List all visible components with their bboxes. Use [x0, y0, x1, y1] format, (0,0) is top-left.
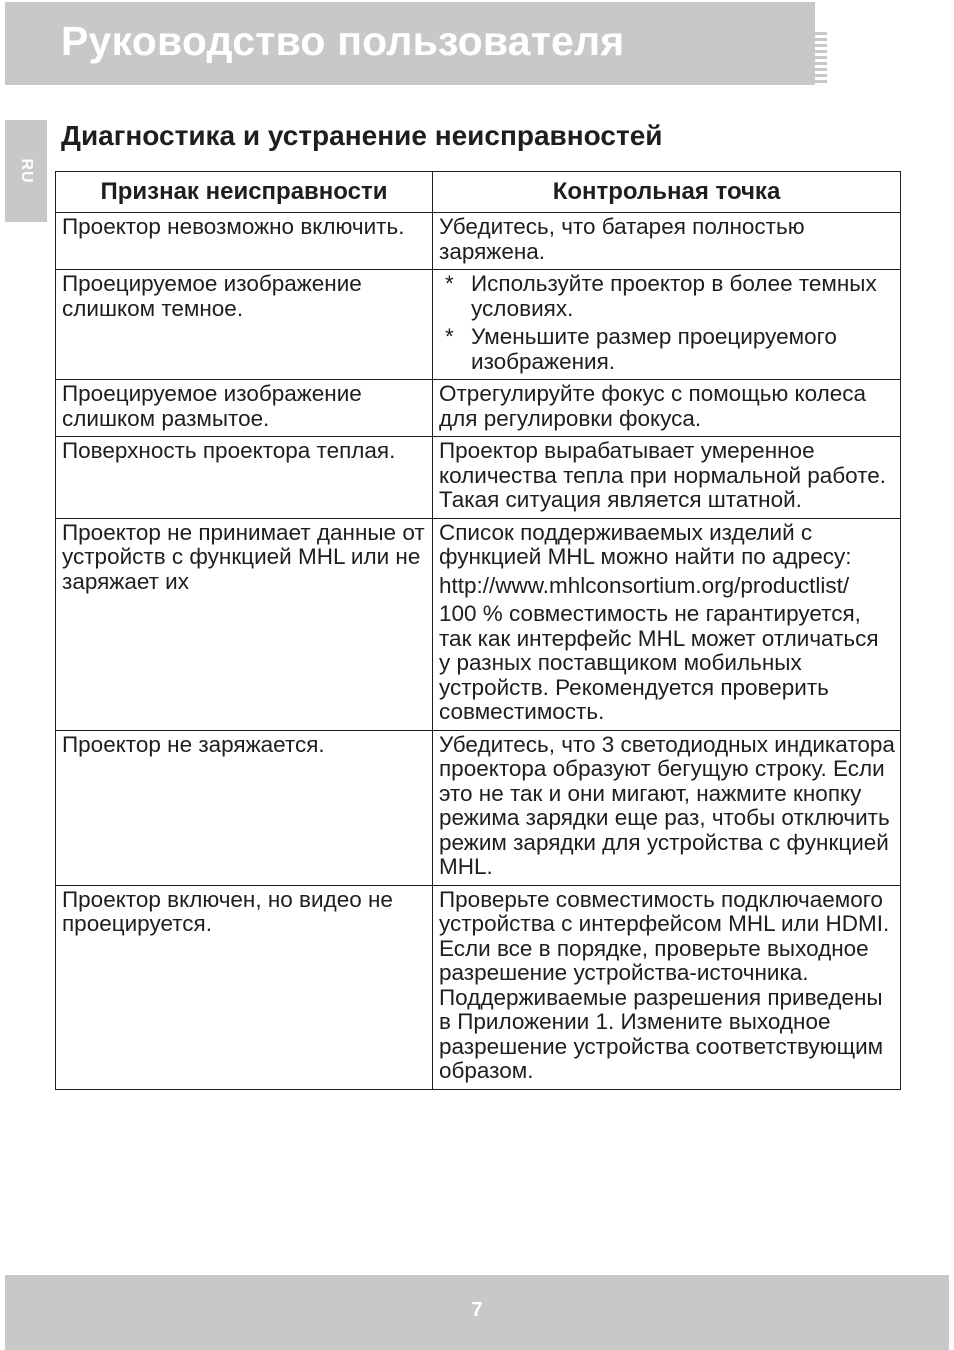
asterisk-bullet-icon: * — [445, 271, 454, 296]
checkpoint-text: Проверьте совместимость подключаемого устройства с интерфейсом MHL или HDMI. Если все в порядке, проверьте выходное разрешение устройства-источника. Поддерживаемые разрешения приведены в Приложении 1. Измените выходное разрешение устройства соответствующим образом. — [439, 886, 890, 1083]
header-band — [5, 2, 815, 85]
checkpoint-cell — [433, 730, 901, 885]
checkpoint-text: Отрегулируйте фокус с помощью колеса для регулировки фокуса. — [439, 381, 867, 431]
language-tab — [5, 120, 47, 222]
symptom-cell: Проектор невозможно включить. — [56, 213, 433, 270]
table-header-row — [56, 172, 901, 213]
checkpoint-cell — [433, 437, 901, 519]
column-header-symptom: Признак неисправности — [56, 172, 433, 213]
symptom-cell: Проектор не заряжается. — [56, 730, 433, 885]
language-label: RU — [18, 158, 35, 184]
manual-title: Руководство пользователя — [61, 18, 625, 64]
bullet-text: Уменьшите размер проецируемого изображения. — [471, 324, 837, 374]
checkpoint-text: 100 % совместимость не гарантируется, так как интерфейс MHL может отличаться у разных поставщиком мобильных устройств. Рекомендуется проверить совместимость. — [439, 601, 879, 724]
symptom-cell: Проецируемое изображение слишком размытое. — [56, 380, 433, 437]
header-band-edge — [815, 32, 827, 85]
checkpoint-text: Убедитесь, что батарея полностью заряжена. — [439, 214, 805, 264]
checkpoint-cell — [433, 270, 901, 380]
column-header-checkpoint: Контрольная точка — [433, 172, 901, 213]
table-row — [56, 730, 901, 885]
symptom-cell: Проектор не принимает данные от устройств с функцией MHL или не заряжает их — [56, 518, 433, 730]
table-row — [56, 518, 901, 730]
troubleshooting-table — [55, 171, 901, 1090]
symptom-cell: Поверхность проектора теплая. — [56, 437, 433, 519]
table-row — [56, 380, 901, 437]
symptom-cell: Проектор включен, но видео не проецируется. — [56, 885, 433, 1089]
checkpoint-text: Список поддерживаемых изделий с функцией MHL можно найти по адресу: — [439, 519, 852, 569]
table-row — [56, 270, 901, 380]
product-list-url: http://www.mhlconsortium.org/productlist/ — [439, 572, 850, 598]
checkpoint-cell — [433, 518, 901, 730]
checkpoint-cell — [433, 213, 901, 270]
footer-band — [5, 1275, 949, 1350]
bullet-item — [439, 272, 896, 321]
symptom-cell: Проецируемое изображение слишком темное. — [56, 270, 433, 380]
checkpoint-cell — [433, 885, 901, 1089]
table-row — [56, 885, 901, 1089]
bullet-list — [439, 272, 896, 374]
page-number: 7 — [471, 1299, 483, 1321]
checkpoint-text: Проектор вырабатывает умеренное количества тепла при нормальной работе. Такая ситуация является штатной. — [439, 438, 887, 512]
table-row — [56, 437, 901, 519]
table-row — [56, 213, 901, 270]
bullet-item — [439, 325, 896, 374]
checkpoint-text: Убедитесь, что 3 светодиодных индикатора проектора образуют бегущую строку. Если это не так и они мигают, нажмите кнопку режима зарядки еще раз, чтобы отключить режим зарядки для устройства с функцией MHL. — [439, 731, 895, 879]
checkpoint-cell — [433, 380, 901, 437]
bullet-text: Используйте проектор в более темных условиях. — [471, 271, 877, 321]
asterisk-bullet-icon: * — [445, 324, 454, 349]
section-title: Диагностика и устранение неисправностей — [61, 120, 663, 151]
